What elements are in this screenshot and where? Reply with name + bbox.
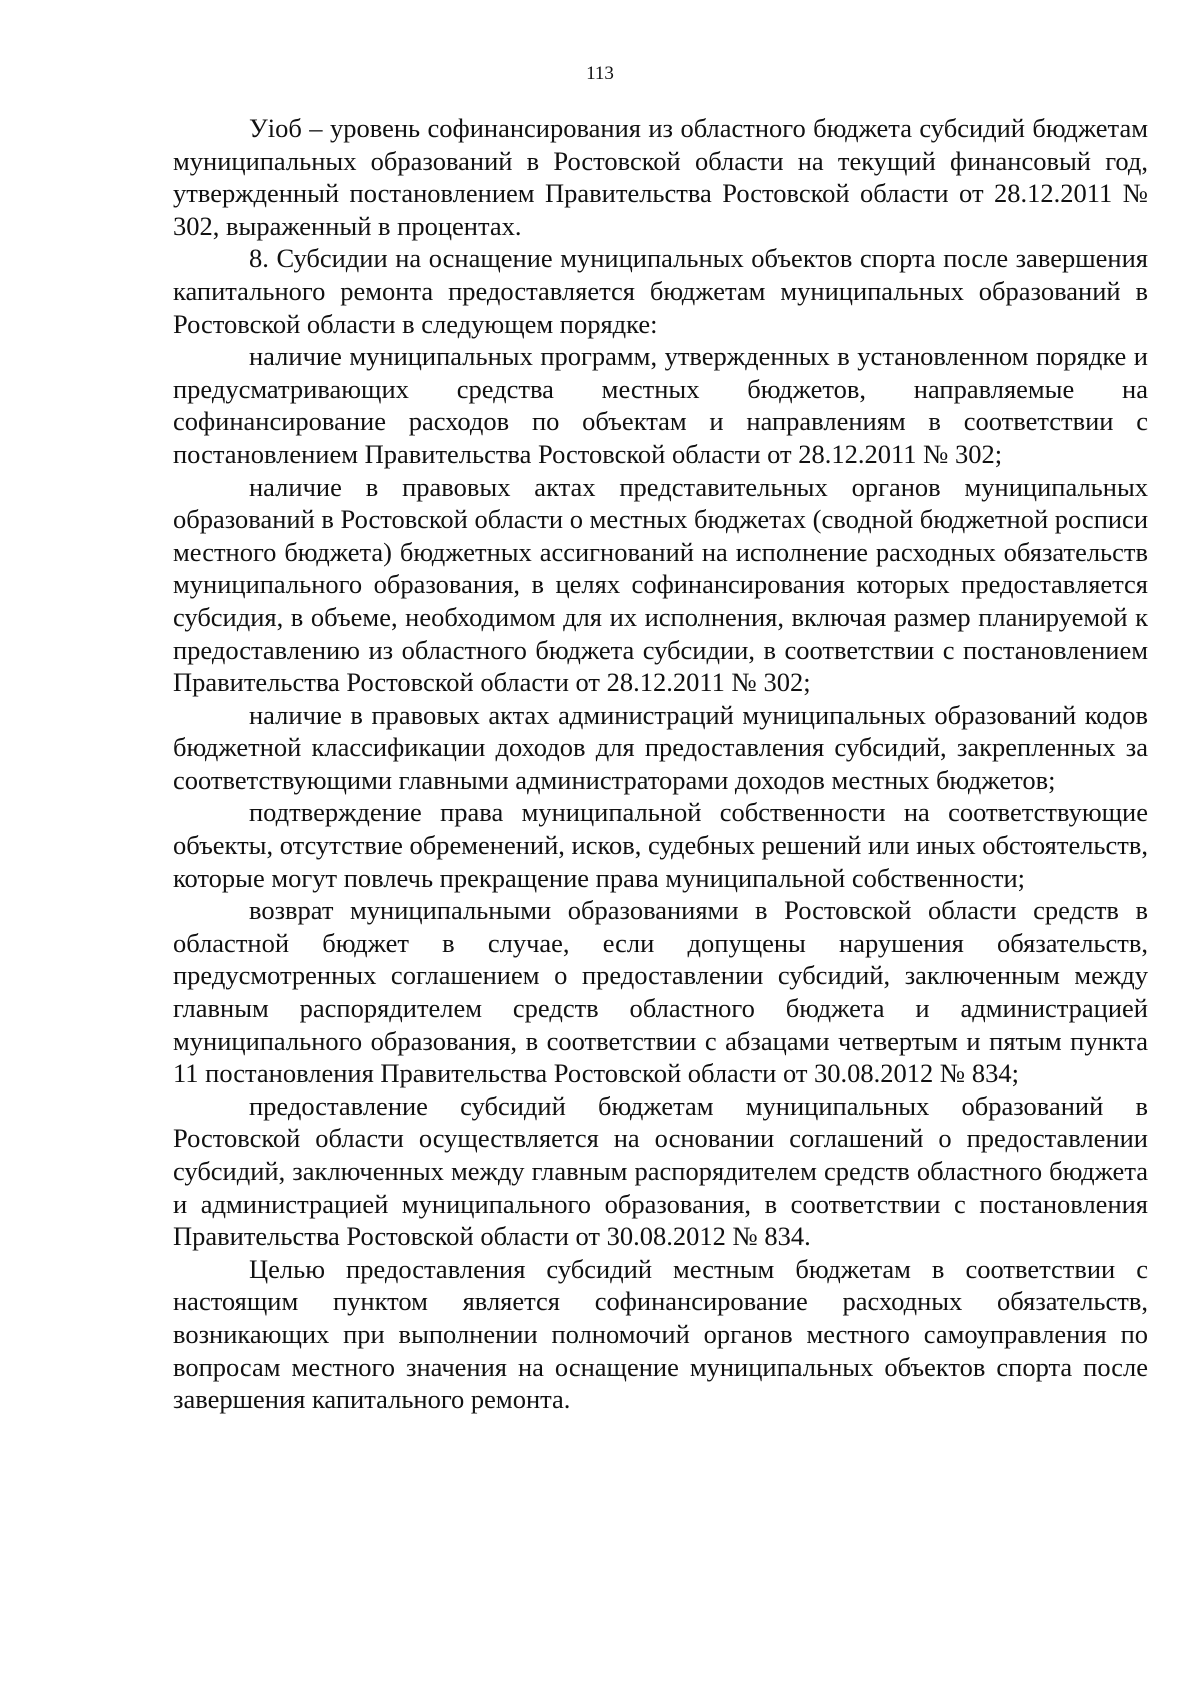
paragraph-condition-budget-allocations: наличие в правовых актах представительных органов муниципальных образований в Ростовской области о местных бюджетах (сводной бюджетной росписи местного бюджета) бюджетных ассигнований на исполнение расходных обязательств муниципального образования, в целях софинансирования которых предоставляется субсидия, в объеме, необходимом для их исполнения, включая размер планируемой к предоставлению из областного бюджета субсидии, в соответствии с постановлением Правительства Ростовской области от 28.12.2011 № 302; (173, 471, 1148, 698)
document-body (173, 112, 1148, 1416)
paragraph-condition-agreements: предоставление субсидий бюджетам муниципальных образований в Ростовской области осуществляется на основании соглашений о предоставлении субсидий, заключенных между главным распорядителем средств областного бюджета и администрацией муниципального образования, в соответствии с постановления Правительства Ростовской области от 30.08.2012 № 834. (173, 1090, 1148, 1252)
paragraph-condition-classification-codes: наличие в правовых актах администраций муниципальных образований кодов бюджетной классификации доходов для предоставления субсидий, закрепленных за соответствующими главными администраторами доходов местных бюджетов; (173, 699, 1148, 795)
paragraph-coefficient-definition: Уiоб – уровень софинансирования из областного бюджета субсидий бюджетам муниципальных образований в Ростовской области на текущий финансовый год, утвержденный постановлением Правительства Ростовской области от 28.12.2011 № 302, выраженный в процентах. (173, 113, 1148, 241)
page-number: 113 (586, 63, 614, 84)
paragraph-condition-property-rights: подтверждение права муниципальной собственности на соответствующие объекты, отсутствие обременений, исков, судебных решений или иных обстоятельств, которые могут повлечь прекращение права муниципальной собственности; (173, 797, 1148, 893)
paragraph-item-8-intro: 8. Субсидии на оснащение муниципальных объектов спорта после завершения капитального ремонта предоставляется бюджетам муниципальных образований в Ростовской области в следующем порядке: (173, 243, 1148, 339)
paragraph-condition-programs: наличие муниципальных программ, утвержденных в установленном порядке и предусматривающих средства местных бюджетов, направляемые на софинансирование расходов по объектам и направлениям в соответствии с постановлением Правительства Ростовской области от 28.12.2011 № 302; (173, 341, 1148, 469)
paragraph-condition-funds-return: возврат муниципальными образованиями в Ростовской области средств в областной бюджет в случае, если допущены нарушения обязательств, предусмотренных соглашением о предоставлении субсидий, заключенным между главным распорядителем средств областного бюджета и администрацией муниципального образования, в соответствии с абзацами четвертым и пятым пункта 11 постановления Правительства Ростовской области от 30.08.2012 № 834; (173, 895, 1148, 1089)
paragraph-purpose: Целью предоставления субсидий местным бюджетам в соответствии с настоящим пунктом является софинансирование расходных обязательств, возникающих при выполнении полномочий органов местного самоуправления по вопросам местного значения на оснащение муниципальных объектов спорта после завершения капитального ремонта. (173, 1253, 1148, 1415)
